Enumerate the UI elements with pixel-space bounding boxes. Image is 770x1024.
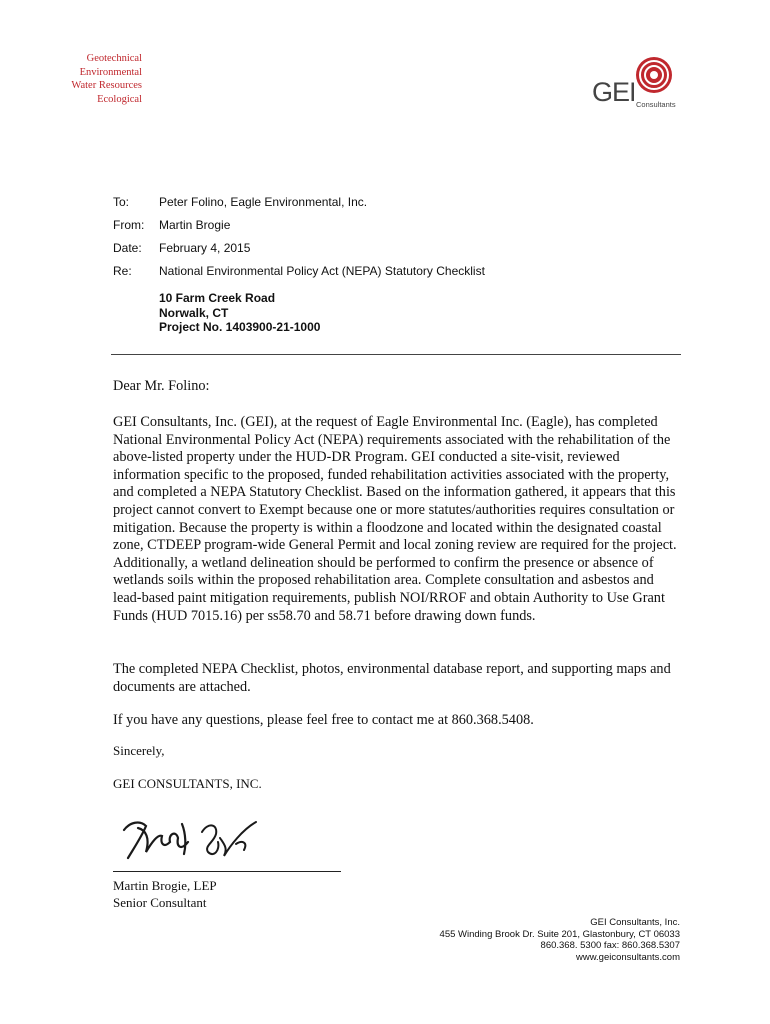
project-number: Project No. 1403900-21-1000 — [159, 320, 321, 334]
signer-name: Martin Brogie, LEP — [113, 878, 217, 893]
memo-from-value: Martin Brogie — [159, 218, 231, 232]
memo-re-value: National Environmental Policy Act (NEPA) Statutory Checklist — [159, 264, 485, 278]
body-paragraph-1: GEI Consultants, Inc. (GEI), at the request of Eagle Environmental Inc. (Eagle), has completed National Environmental Policy Act (NEPA) requirements associated with the rehabilitation of the above-listed property under the HUD-DR Program. GEI conducted a site-visit, reviewed information specific to the proposed, funded rehabilitation activities associated with the property, and completed a NEPA Statutory Checklist. Based on the information gathered, it appears that this project cannot convert to Exempt because one or more statutes/authorities requires consultation or mitigation. Because the property is within a floodzone and located within the designated coastal zone, CTDEEP program-wide General Permit and local zoning review are required for the project. Additionally, a wetland delineation should be performed to confirm the presence or absence of wetlands soils within the proposed rehabilitation area. Complete consultation and asbestos and lead-based paint mitigation requirements, publish NOI/RROF and obtain Authority to Use Grant Funds (HUD 7015.16) per ss58.70 and 58.71 before drawing down funds. — [113, 414, 677, 624]
letterhead-footer — [440, 917, 680, 963]
memo-to-label: To: — [113, 195, 130, 209]
footer-website: www.geiconsultants.com — [575, 951, 680, 963]
memo-date-label: Date: — [113, 241, 142, 255]
salutation: Dear Mr. Folino: — [113, 378, 210, 394]
project-info — [159, 291, 320, 335]
body-paragraph-3: If you have any questions, please feel free to contact me at 860.368.5408. — [113, 712, 534, 728]
memo-to-value: Peter Folino, Eagle Environmental, Inc. — [159, 195, 368, 209]
body-paragraph-2: The completed NEPA Checklist, photos, environmental database report, and supporting maps and documents are attached. — [113, 661, 671, 695]
signer-block — [113, 878, 217, 911]
closing: Sincerely, — [113, 743, 165, 758]
logo-wordmark: GEI — [592, 77, 636, 107]
signer-title: Senior Consultant — [113, 894, 207, 910]
company-name: GEI CONSULTANTS, INC. — [113, 776, 262, 791]
logo-subtext: Consultants — [636, 100, 676, 109]
tagline-line: Ecological — [97, 93, 142, 105]
memo-from-label: From: — [113, 218, 145, 232]
memo-re-label: Re: — [113, 264, 132, 278]
tagline-line: Environmental — [79, 66, 142, 78]
header-divider — [111, 354, 681, 355]
handwritten-signature — [116, 808, 276, 870]
footer-address: 455 Winding Brook Dr. Suite 201, Glastonbury, CT 06033 — [439, 928, 680, 940]
tagline-line: Water Resources — [71, 80, 142, 92]
signature-line — [113, 871, 341, 872]
footer-phone-fax: 860.368. 5300 fax: 860.368.5307 — [540, 940, 680, 952]
footer-company: GEI Consultants, Inc. — [590, 917, 680, 928]
project-address: 10 Farm Creek Road — [159, 291, 276, 305]
gei-logo-emblem-icon — [634, 55, 674, 95]
gei-logo — [592, 55, 688, 111]
memo-date-value: February 4, 2015 — [159, 241, 251, 255]
project-city: Norwalk, CT — [159, 305, 229, 320]
letterhead-tagline — [40, 52, 142, 106]
tagline-line: Geotechnical — [86, 53, 142, 64]
